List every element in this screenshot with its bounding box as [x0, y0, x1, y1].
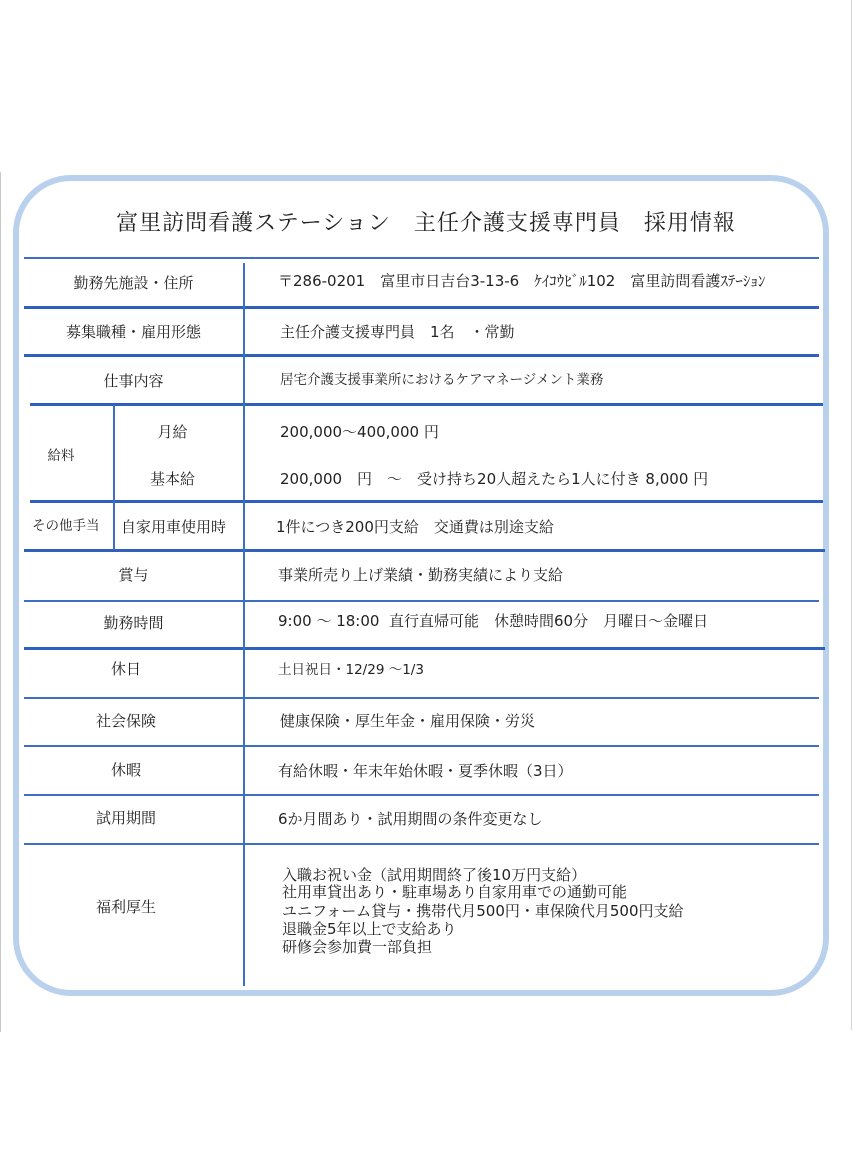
label-base-pay: 基本給 [149, 470, 195, 488]
label-salary: 給料 [47, 448, 75, 464]
rule-4 [30, 500, 823, 503]
label-insurance: 社会保険 [95, 712, 156, 730]
value-welfare-line-3: ユニフォーム貸与・携帯代月500円・車保険代月500円支給 [282, 902, 684, 920]
rule-10 [24, 794, 819, 796]
label-trial: 試用期間 [95, 809, 156, 827]
label-allowance-car: 自家用車使用時 [121, 518, 227, 536]
label-position: 募集職種・雇用形態 [65, 323, 201, 341]
value-address: 〒286-0201 富里市日吉台3-13-6 ｹｲｺｳﾋﾞﾙ102 富里訪問看護ｽﾃｰｼｮﾝ [278, 272, 766, 290]
label-allowance: その他手当 [32, 518, 100, 534]
value-welfare-line-1: 入職お祝い金（試用期間終了後10万円支給） [282, 866, 587, 884]
label-leave: 休暇 [110, 761, 141, 779]
rule-3 [30, 403, 823, 406]
value-base-pay: 200,000 円 ～ 受け持ち20人超えたら1人に付き 8,000 円 [280, 470, 709, 488]
value-welfare-line-5: 研修会参加費一部負担 [282, 938, 433, 956]
rule-6 [24, 600, 819, 602]
value-monthly: 200,000～400,000 円 [280, 423, 439, 441]
value-bonus: 事業所売り上げ業績・勤務実績により支給 [278, 566, 564, 584]
value-trial: 6か月間あり・試用期間の条件変更なし [278, 810, 543, 828]
label-bonus: 賞与 [118, 566, 149, 584]
label-holidays: 休日 [110, 660, 141, 678]
rule-8 [24, 697, 819, 699]
rule-7 [24, 647, 825, 650]
rule-1 [24, 306, 819, 309]
value-welfare-line-4: 退職金5年以上で支給あり [282, 920, 457, 938]
value-leave: 有給休暇・年末年始休暇・夏季休暇（3日） [278, 762, 573, 780]
value-holidays: 土日祝日・12/29 ～1/3 [278, 662, 424, 678]
label-address: 勤務先施設・住所 [73, 274, 194, 292]
column-divider [243, 263, 245, 986]
value-position: 主任介護支援専門員 1名 ・常勤 [280, 323, 515, 341]
label-duties: 仕事内容 [103, 372, 164, 390]
value-hours: 9:00 ～ 18:00 直行直帰可能 休憩時間60分 月曜日～金曜日 [278, 612, 709, 630]
rule-5 [24, 549, 825, 552]
value-duties: 居宅介護支援事業所におけるケアマネージメント業務 [280, 372, 604, 388]
rule-top [24, 257, 819, 259]
page-title: 富里訪問看護ステーション 主任介護支援専門員 採用情報 [116, 211, 736, 236]
rule-2 [24, 354, 819, 357]
value-insurance: 健康保険・厚生年金・雇用保険・労災 [280, 712, 536, 730]
label-monthly: 月給 [157, 423, 188, 441]
rule-11 [24, 843, 819, 845]
value-welfare-line-2: 社用車貸出あり・駐車場あり自家用車での通勤可能 [282, 883, 628, 901]
value-allowance: 1件につき200円支給 交通費は別途支給 [276, 518, 554, 536]
label-hours: 勤務時間 [103, 614, 164, 632]
rule-9 [24, 745, 819, 747]
label-welfare: 福利厚生 [95, 898, 156, 916]
